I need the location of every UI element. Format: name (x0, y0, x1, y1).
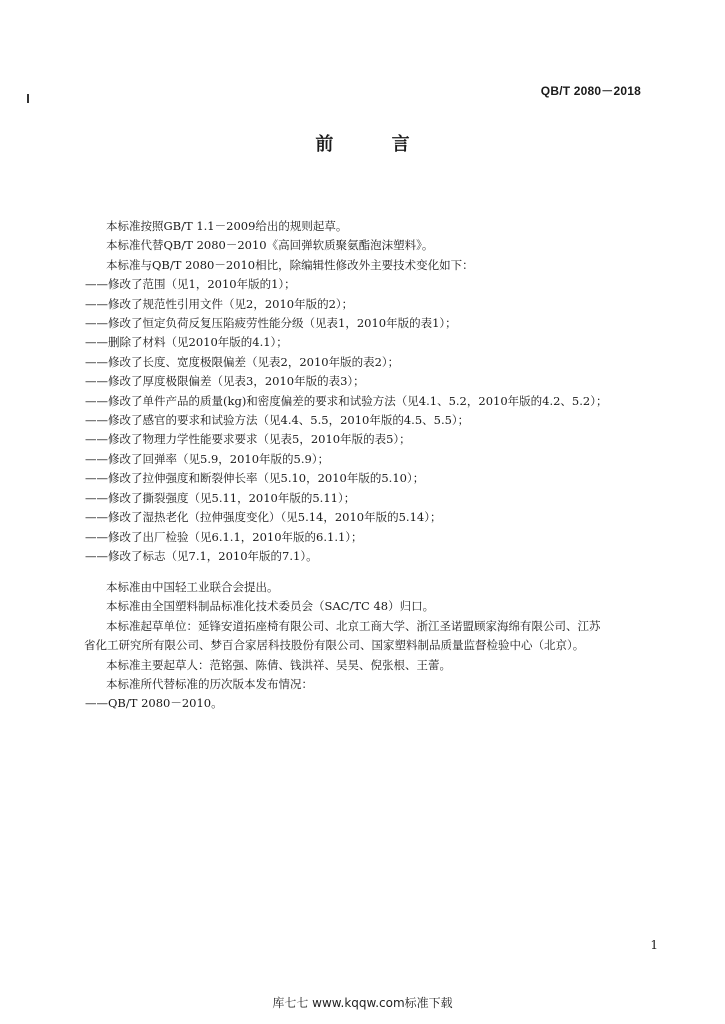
closing-line: ——QB/T 2080－2010。 (85, 696, 223, 711)
change-item: ——修改了湿热老化（拉伸强度变化）（见5.14，2010年版的5.14）； (85, 510, 442, 525)
foreword-closing (0, 578, 725, 714)
change-item: ——修改了单件产品的质量(kg)和密度偏差的要求和试验方法（见4.1、5.2，2010年版的4.2、5.2）； (85, 393, 608, 408)
page-title: 前 言 (315, 134, 436, 155)
change-item: ——修改了感官的要求和试验方法（见4.4、5.5，2010年版的4.5、5.5）； (85, 413, 470, 428)
intro-line: 本标准与QB/T 2080－2010相比，除编辑性修改外主要技术变化如下： (106, 257, 474, 272)
change-item: ——修改了规范性引用文件（见2，2010年版的2）； (85, 296, 354, 311)
closing-line: 本标准由全国塑料制品标准化技术委员会（SAC/TC 48）归口。 (106, 599, 435, 614)
footer-watermark: 库七七 www.kqqw.com标准下载 (272, 996, 453, 1010)
change-item: ——修改了出厂检验（见6.1.1，2010年版的6.1.1）； (85, 529, 363, 544)
change-item: ——删除了材料（见2010年版的4.1）； (85, 335, 288, 350)
foreword-body (0, 217, 725, 566)
standard-code: QB/T 2080－2018 (540, 84, 641, 98)
closing-line: 本标准由中国轻工业联合会提出。 (106, 580, 279, 594)
change-item: ——修改了拉伸强度和断裂伸长率（见5.10，2010年版的5.10）； (85, 471, 425, 486)
intro-line: 本标准按照GB/T 1.1－2009给出的规则起草。 (106, 219, 348, 233)
closing-line: 省化工研究所有限公司、梦百合家居科技股份有限公司、国家塑料制品质量监督检验中心（北京）。 (84, 638, 585, 653)
page-number: 1 (650, 938, 658, 952)
change-item: ——修改了回弹率（见5.9，2010年版的5.9）； (85, 451, 330, 466)
closing-line: 本标准所代替标准的历次版本发布情况： (106, 677, 313, 692)
change-item: ——修改了标志（见7.1，2010年版的7.1）。 (85, 548, 318, 563)
closing-line: 本标准起草单位：延锋安道拓座椅有限公司、北京工商大学、浙江圣诺盟顾家海绵有限公司、江苏 (106, 618, 601, 633)
change-item: ——修改了恒定负荷反复压陷疲劳性能分级（见表1，2010年版的表1）； (85, 316, 457, 331)
change-item: ——修改了范围（见1，2010年版的1）； (85, 277, 296, 292)
change-item: ——修改了长度、宽度极限偏差（见表2，2010年版的表2）； (85, 354, 400, 369)
scan-mark (27, 94, 29, 103)
change-item: ——修改了撕裂强度（见5.11，2010年版的5.11）； (85, 490, 356, 505)
change-item: ——修改了厚度极限偏差（见表3，2010年版的表3）； (85, 374, 365, 389)
closing-line: 本标准主要起草人：范铭强、陈倩、钱洪祥、吴昊、倪张根、王蕾。 (106, 657, 451, 672)
intro-line: 本标准代替QB/T 2080－2010《高回弹软质聚氨酯泡沫塑料》。 (106, 238, 434, 253)
change-item: ——修改了物理力学性能要求要求（见表5，2010年版的表5）； (85, 432, 411, 447)
